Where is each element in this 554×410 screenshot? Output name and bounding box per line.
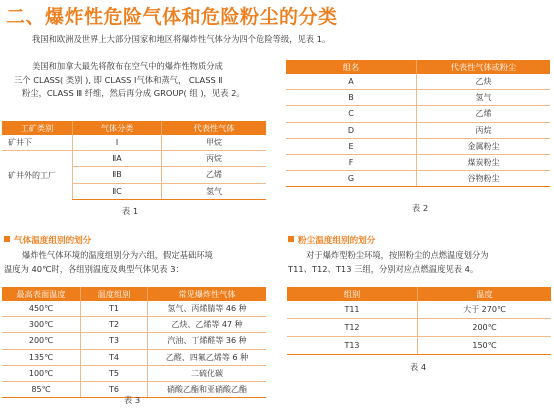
gas-section-paragraph	[4, 249, 274, 276]
table-row	[286, 138, 550, 154]
table-2-group: E	[286, 138, 417, 154]
table-1	[2, 121, 266, 200]
table-1-header-category: 工矿类别	[2, 121, 73, 135]
table-4-temp: 大于 270℃	[418, 301, 552, 319]
table-1-mine-label: 矿井下	[8, 138, 32, 148]
table-row	[287, 337, 551, 355]
table-4	[287, 287, 551, 355]
table-1-gas: 甲烷	[162, 135, 267, 151]
dust-section-heading	[288, 234, 375, 246]
table-3-header-group: 温度组别	[81, 287, 148, 301]
table-4-caption: 表 4	[409, 362, 427, 372]
table-2-group: G	[286, 171, 417, 187]
table-row	[287, 301, 551, 319]
table-2-caption: 表 2	[411, 203, 429, 213]
table-3-temp: 300℃	[2, 317, 81, 333]
table-3-gas: 乙炔、乙烯等 47 种	[148, 317, 267, 333]
table-row	[2, 365, 266, 381]
gas-section-line-1: 爆炸性气体环境的温度组别分为六组，假定基础环境	[22, 250, 213, 260]
table-4-header-row	[287, 287, 551, 301]
table-row	[286, 122, 550, 138]
table-row	[286, 90, 550, 106]
table-3-temp: 200℃	[2, 333, 81, 349]
table-3-group: T3	[81, 333, 148, 349]
table-3-header-gas: 常见爆炸性气体	[148, 287, 267, 301]
table-1-gas: 乙烯	[162, 167, 267, 183]
gas-section-title: 气体温度组别的划分	[14, 236, 92, 246]
table-3-group: T6	[81, 381, 148, 397]
table-1-class: ⅡB	[73, 167, 162, 183]
table-2-substance: 丙烷	[417, 122, 551, 138]
table-2-substance: 乙烯	[417, 106, 551, 122]
table-4-temp: 150℃	[418, 337, 552, 355]
table-4-header-group: 组别	[287, 287, 418, 301]
table-1-class: ⅡA	[73, 151, 162, 167]
table-1-header-gas: 代表性气体	[162, 121, 267, 135]
bullet-square-icon	[4, 236, 10, 242]
table-row	[2, 333, 266, 349]
table-row	[286, 171, 550, 187]
table-3-group: T4	[81, 349, 148, 365]
table-2-group: B	[286, 90, 417, 106]
table-3-temp: 135℃	[2, 349, 81, 365]
table-row	[286, 74, 550, 90]
table-4-temp: 200℃	[418, 319, 552, 337]
table-3	[2, 287, 266, 398]
table-4-group: T11	[344, 305, 360, 314]
table-3-header-row	[2, 287, 266, 301]
table-2-group: A	[348, 77, 354, 87]
table-3-group: T1	[81, 301, 148, 317]
table-2-group: C	[286, 106, 417, 122]
table-2	[286, 60, 550, 187]
table-1-class: Ⅰ	[73, 135, 162, 151]
dust-section-paragraph	[288, 249, 552, 276]
table-row	[286, 106, 550, 122]
table-3-gas: 氢气、丙烯腈等 46 种	[148, 301, 267, 317]
dust-section-line-2: T11、T12、T13 三组，分别对应点燃温度见表 4。	[288, 263, 479, 274]
table-row	[2, 301, 266, 317]
table-2-group: F	[286, 154, 417, 170]
table-3-group: T5	[81, 365, 148, 381]
gas-section-heading	[4, 234, 91, 246]
table-1-factory-label: 矿井外的工厂	[2, 151, 73, 200]
table-2-header-row	[286, 60, 550, 74]
table-row	[2, 349, 266, 365]
table-2-group: D	[286, 122, 417, 138]
table-2-substance: 乙炔	[417, 74, 551, 90]
table-row	[2, 135, 266, 151]
table-3-gas: 硝酸乙酯和亚硝酸乙酯	[148, 381, 267, 397]
table-3-group: T2	[81, 317, 148, 333]
table-1-gas: 氢气	[162, 183, 267, 199]
table-row	[287, 319, 551, 337]
bullet-square-icon	[288, 236, 294, 242]
table-3-temp: 100℃	[2, 365, 81, 381]
table-row	[2, 317, 266, 333]
table-3-header-temp: 最高表面温度	[2, 287, 81, 301]
intro-text: 我国和欧洲及世界上大部分国家和地区将爆炸性气体分为四个危险等级，见表 1。	[32, 34, 331, 44]
intro-paragraph	[32, 33, 552, 46]
table-1-gas: 丙烷	[162, 151, 267, 167]
table-2-header-group: 组名	[286, 60, 417, 74]
table-3-gas: 二硫化碳	[148, 365, 267, 381]
table-4-group: T13	[287, 337, 418, 355]
table-1-class: ⅡC	[73, 183, 162, 199]
table-2-substance: 氢气	[417, 90, 551, 106]
table-3-caption: 表 3	[123, 395, 141, 405]
table-3-gas: 汽油、丁烯醛等 36 种	[148, 333, 267, 349]
table-2-substance: 谷物粉尘	[417, 171, 551, 187]
table-3-temp: 450℃	[28, 304, 54, 314]
table-1-header-row	[2, 121, 266, 135]
table-2-header-substance: 代表性气体或粉尘	[417, 60, 551, 74]
na-line-3: 粉尘，CLASS Ⅲ 纤维，然后再分成 GROUP( 组 )，见表 2。	[22, 88, 245, 98]
table-2-substance: 金属粉尘	[417, 138, 551, 154]
table-1-header-class: 气体分类	[73, 121, 162, 135]
na-paragraph	[14, 60, 284, 101]
na-line-1: 美国和加拿大最先将散布在空气中的爆炸性物质分成	[32, 61, 223, 71]
na-line-2: 三个 CLASS( 类别 ), 即 CLASS Ⅰ气体和蒸气， CLASS Ⅱ	[14, 74, 223, 85]
table-4-header-temp: 温度	[418, 287, 552, 301]
table-4-group: T12	[287, 319, 418, 337]
page-title: 二、爆炸性危险气体和危险粉尘的分类	[6, 6, 338, 28]
table-2-substance: 煤炭粉尘	[417, 154, 551, 170]
gas-section-line-2: 温度为 40℃时，各组别温度及典型气体见表 3：	[4, 263, 184, 274]
dust-section-title: 粉尘温度组别的划分	[298, 236, 376, 246]
table-3-temp: 85℃	[2, 381, 81, 397]
table-3-gas: 乙醛、四氟乙烯等 6 种	[148, 349, 267, 365]
table-row	[2, 151, 266, 167]
dust-section-line-1: 对于爆炸型粉尘环境，按照粉尘的点燃温度划分为	[306, 250, 489, 260]
table-1-caption: 表 1	[121, 206, 139, 216]
table-row	[286, 154, 550, 170]
